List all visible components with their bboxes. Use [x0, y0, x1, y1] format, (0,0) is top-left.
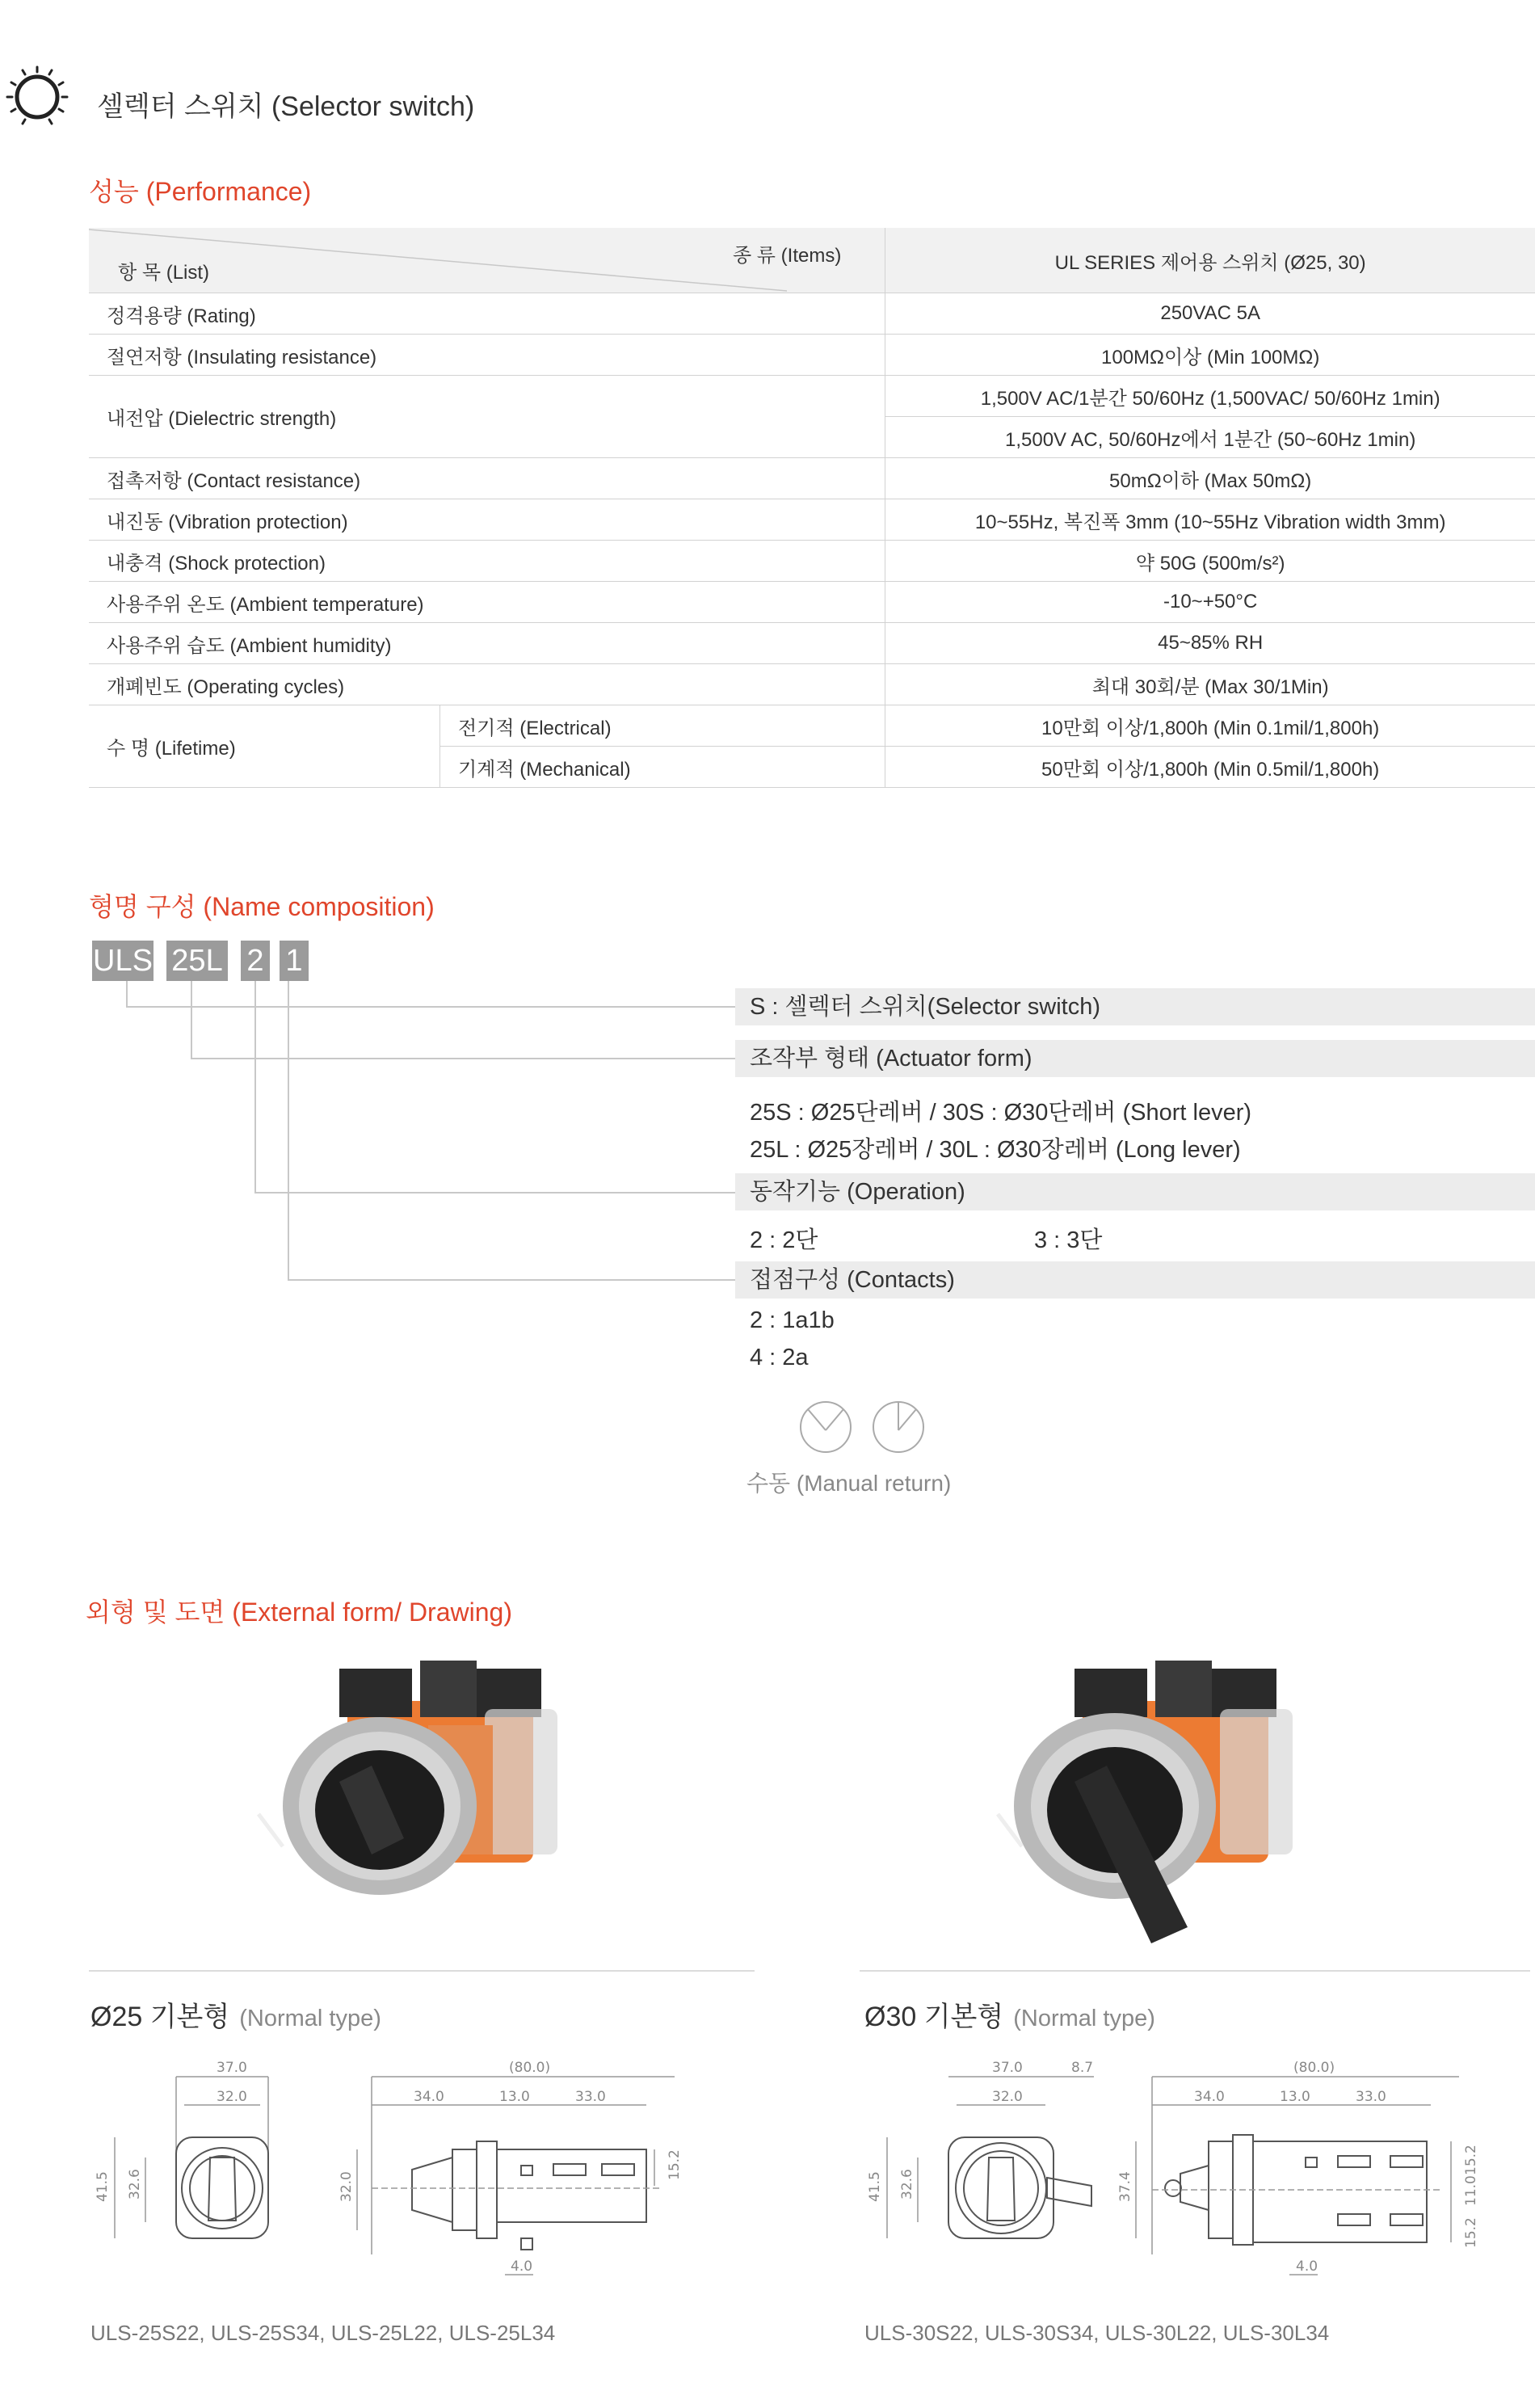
type-title-30-main: Ø30 기본형 [864, 2002, 1004, 2032]
row-value: 10~55Hz, 복진폭 3mm (10~55Hz Vibration width 3mm) [885, 499, 1535, 541]
type-title-30 [864, 1994, 1155, 2034]
row-value: 100MΩ이상 (Min 100MΩ) [885, 335, 1535, 376]
row-label: 사용주위 온도 (Ambient temperature) [89, 582, 885, 623]
performance-section-title: 성능 (Performance) [89, 177, 312, 206]
actuator-short-lever: 25S : Ø25단레버 / 30S : Ø30단레버 (Short lever) [750, 1100, 1252, 1126]
dim-34: 34.0 [414, 2089, 444, 2105]
table-header-diagonal-cell [89, 228, 885, 293]
dim-side-32: 32.0 [339, 2171, 355, 2202]
connector-line [254, 981, 256, 1193]
connector-line [126, 981, 128, 1007]
row-value: 250VAC 5A [885, 293, 1535, 335]
dim-11: 11.0 [1463, 2175, 1479, 2206]
connector-line [288, 1279, 735, 1281]
table-row [89, 705, 1535, 747]
connector-line [288, 981, 289, 1280]
dim-80: (80.0) [509, 2060, 551, 2076]
models-30: ULS-30S22, ULS-30S34, ULS-30L22, ULS-30L34 [864, 2321, 1330, 2345]
row-label: 내전압 (Dielectric strength) [89, 376, 885, 458]
dim-side-37-4: 37.4 [1117, 2171, 1133, 2202]
selector-switch-icon [5, 65, 69, 129]
connector-line [191, 981, 192, 1059]
drawing-25-diagram [81, 2036, 711, 2311]
contact-2a: 4 : 2a [750, 1345, 809, 1370]
row-label: 사용주위 습도 (Ambient humidity) [89, 623, 885, 664]
row-label: 정격용량 (Rating) [89, 293, 885, 335]
row-value: -10~+50°C [885, 582, 1535, 623]
table-row [89, 458, 1535, 499]
connector-line [126, 1006, 735, 1008]
operation-3-step: 3 : 3단 [1034, 1227, 1103, 1253]
dim-13: 13.0 [499, 2089, 530, 2105]
dim-33: 33.0 [1356, 2089, 1386, 2105]
dim-15-2-top: 15.2 [1463, 2145, 1479, 2175]
row-value: 최대 30회/분 (Max 30/1Min) [885, 664, 1535, 705]
contacts-bar: 접점구성 (Contacts) [735, 1261, 1535, 1299]
row-label: 접촉저항 (Contact resistance) [89, 458, 885, 499]
switch-photo-25-image [242, 1652, 614, 1919]
table-row [89, 623, 1535, 664]
code-box-contacts: 1 [280, 941, 309, 981]
switch-photo-30-image [986, 1652, 1357, 1960]
type-title-25 [90, 1994, 381, 2034]
dim-41-5: 41.5 [95, 2171, 111, 2202]
external-section-title: 외형 및 도면 (External form/ Drawing) [86, 1598, 512, 1627]
row-label: 수 명 (Lifetime) [89, 705, 440, 788]
row-value: 45~85% RH [885, 623, 1535, 664]
row-value: 1,500V AC/1분간 50/60Hz (1,500VAC/ 50/60Hz 1min) [885, 376, 1535, 417]
dim-34: 34.0 [1194, 2089, 1225, 2105]
models-25: ULS-25S22, ULS-25S34, ULS-25L22, ULS-25L34 [90, 2321, 556, 2345]
row-value: 1,500V AC, 50/60Hz에서 1분간 (50~60Hz 1min) [885, 417, 1535, 458]
row-value: 10만회 이상/1,800h (Min 0.1mil/1,800h) [885, 705, 1535, 747]
type-title-30-en: (Normal type) [1013, 2006, 1155, 2031]
code-box-operation: 2 [241, 941, 270, 981]
connector-line [191, 1058, 735, 1059]
code-box-uls: ULS [92, 941, 154, 981]
type-title-25-main: Ø25 기본형 [90, 2002, 230, 2032]
table-row [89, 499, 1535, 541]
dim-13: 13.0 [1280, 2089, 1310, 2105]
page-title: 셀렉터 스위치 (Selector switch) [97, 91, 475, 122]
dim-37: 37.0 [992, 2060, 1023, 2076]
dim-4: 4.0 [1296, 2259, 1318, 2275]
s-selector-bar: S : 셀렉터 스위치(Selector switch) [735, 988, 1535, 1025]
manual-return-label: 수동 (Manual return) [746, 1471, 952, 1496]
table-row [89, 376, 1535, 417]
connector-line [254, 1192, 735, 1193]
divider-left [89, 1970, 755, 1972]
table-row [89, 541, 1535, 582]
manual-return-symbol-icon [798, 1398, 927, 1456]
dim-33: 33.0 [575, 2089, 606, 2105]
divider-right [860, 1970, 1530, 1972]
row-label: 내진동 (Vibration protection) [89, 499, 885, 541]
row-value: 50mΩ이하 (Max 50mΩ) [885, 458, 1535, 499]
operation-2-step: 2 : 2단 [750, 1227, 818, 1253]
type-title-25-en: (Normal type) [239, 2006, 381, 2031]
header-value-label: UL SERIES 제어용 스위치 (Ø25, 30) [885, 228, 1535, 293]
dim-37: 37.0 [217, 2060, 247, 2076]
operation-bar: 동작기능 (Operation) [735, 1173, 1535, 1210]
contact-1a1b: 2 : 1a1b [750, 1307, 835, 1333]
performance-table [89, 228, 1535, 788]
table-row [89, 335, 1535, 376]
header-items-label: 종 류 (Items) [732, 245, 842, 267]
dim-32-6: 32.6 [127, 2169, 143, 2200]
code-box-actuator: 25L [166, 941, 228, 981]
table-row [89, 293, 1535, 335]
row-sub-label: 기계적 (Mechanical) [440, 747, 885, 788]
dim-32: 32.0 [992, 2089, 1023, 2105]
dim-15-2: 15.2 [667, 2149, 683, 2180]
table-row [89, 582, 1535, 623]
row-value: 50만회 이상/1,800h (Min 0.5mil/1,800h) [885, 747, 1535, 788]
table-header-row [89, 228, 1535, 293]
drawing-30-diagram [853, 2036, 1532, 2311]
dim-15-2-bottom: 15.2 [1463, 2217, 1479, 2248]
row-sub-label: 전기적 (Electrical) [440, 705, 885, 747]
actuator-long-lever: 25L : Ø25장레버 / 30L : Ø30장레버 (Long lever) [750, 1137, 1241, 1163]
dim-4: 4.0 [511, 2259, 533, 2275]
actuator-form-bar: 조작부 형태 (Actuator form) [735, 1040, 1535, 1077]
row-value: 약 50G (500m/s²) [885, 541, 1535, 582]
dim-8-7: 8.7 [1071, 2060, 1094, 2076]
dim-41-5: 41.5 [867, 2171, 883, 2202]
row-label: 절연저항 (Insulating resistance) [89, 335, 885, 376]
table-row [89, 664, 1535, 705]
header-list-label: 항 목 (List) [118, 262, 210, 284]
composition-section-title: 형명 구성 (Name composition) [89, 892, 435, 921]
dim-80: (80.0) [1293, 2060, 1335, 2076]
row-label: 개폐빈도 (Operating cycles) [89, 664, 885, 705]
dim-32: 32.0 [217, 2089, 247, 2105]
row-label: 내충격 (Shock protection) [89, 541, 885, 582]
dim-32-6: 32.6 [899, 2169, 915, 2200]
